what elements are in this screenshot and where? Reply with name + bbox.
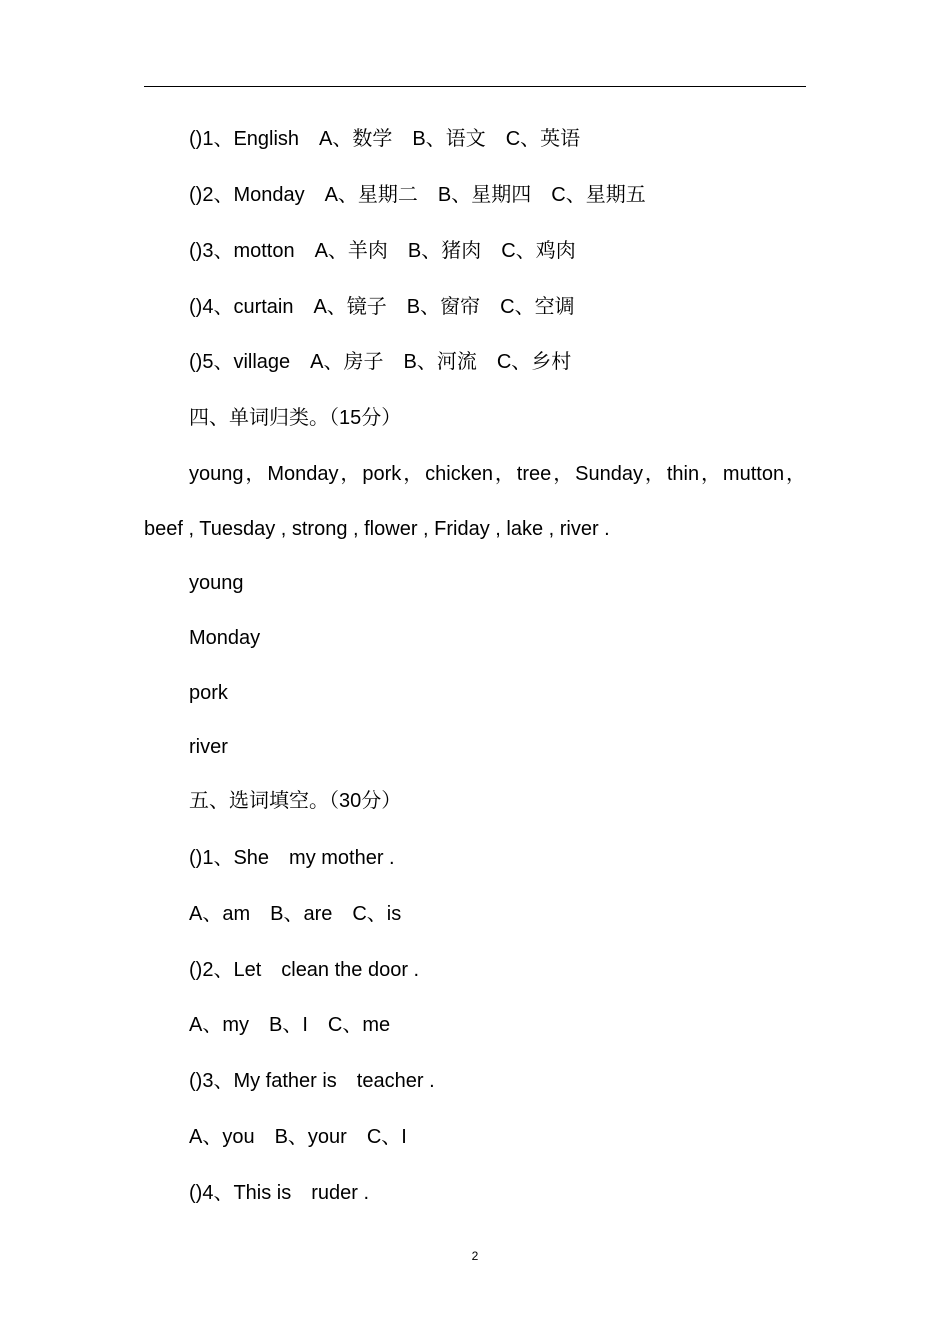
section4-heading: 四、单词归类。（15分）: [189, 407, 402, 429]
matching-item-3: ()3、motton A、羊肉 B、猪肉 C、鸡肉: [189, 240, 576, 262]
section5-heading: 五、选词填空。（30分）: [189, 790, 402, 812]
fill-question-3: ()3、My father is teacher .: [189, 1070, 435, 1092]
fill-options-2: A、my B、I C、me: [189, 1014, 391, 1036]
matching-item-4: ()4、curtain A、镜子 B、窗帘 C、空调: [189, 296, 575, 318]
fill-question-1: ()1、She my mother .: [189, 847, 395, 869]
header-rule: [144, 86, 806, 87]
category-item-4: river: [189, 736, 228, 758]
word-list-line-1: young，Monday，pork，chicken，tree，Sunday，thin，mutton，: [189, 463, 806, 485]
fill-question-2: ()2、Let clean the door .: [189, 959, 420, 981]
category-item-2: Monday: [189, 627, 261, 649]
matching-item-5: ()5、village A、房子 B、河流 C、乡村: [189, 351, 572, 373]
category-item-3: pork: [189, 682, 228, 704]
fill-question-4: ()4、This is ruder .: [189, 1182, 370, 1204]
category-item-1: young: [189, 572, 244, 594]
matching-item-2: ()2、Monday A、星期二 B、星期四 C、星期五: [189, 184, 646, 206]
matching-item-1: ()1、English A、数学 B、语文 C、英语: [189, 128, 581, 150]
fill-options-1: A、am B、are C、is: [189, 903, 402, 925]
fill-options-3: A、you B、your C、I: [189, 1126, 407, 1148]
page-number: 2: [471, 1249, 479, 1263]
word-list-line-2: beef , Tuesday , strong , flower , Friday , lake , river .: [144, 518, 610, 540]
